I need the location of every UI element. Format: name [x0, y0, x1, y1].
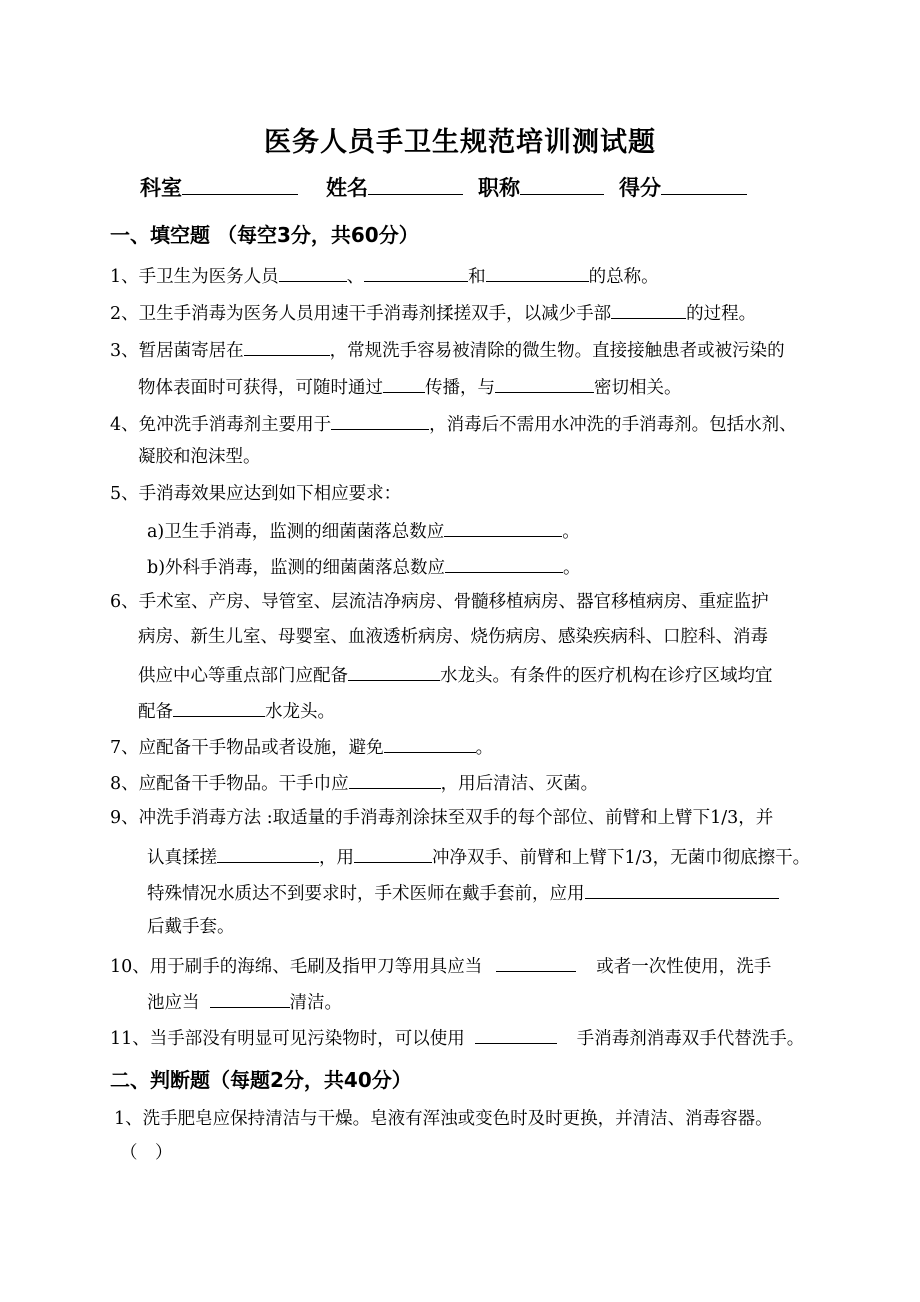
question-text: 和 — [468, 267, 486, 287]
question-1-6-line-1: 6、手术室、产房、导管室、层流洁净病房、骨髓移植病房、器官移植病房、重症监护 — [110, 592, 769, 612]
question-1-1 — [110, 262, 659, 289]
question-1-4-line-2: 凝胶和泡沫型。 — [138, 447, 261, 467]
answer-blank[interactable] — [475, 1024, 557, 1044]
name-field — [326, 172, 463, 202]
answer-blank[interactable] — [217, 843, 319, 863]
question-text: ，用 — [319, 848, 354, 868]
question-1-9-line-3 — [147, 879, 779, 906]
question-text: 的过程。 — [686, 304, 757, 324]
department-field — [140, 172, 298, 202]
question-text: 的总称。 — [588, 267, 659, 287]
question-1-2 — [110, 299, 756, 326]
answer-blank[interactable] — [348, 661, 440, 681]
question-1-9-line-4: 后戴手套。 — [147, 917, 235, 937]
question-text: 10、用于刷手的海绵、毛刷及指甲刀等用具应当 — [110, 957, 483, 977]
answer-blank[interactable] — [384, 733, 476, 753]
question-1-3-line-2 — [138, 373, 682, 400]
question-text: ，消毒后不需用水冲洗的手消毒剂。包括水剂、 — [429, 415, 797, 435]
question-1-9-line-2 — [147, 843, 810, 870]
answer-blank[interactable] — [173, 697, 265, 717]
question-text: 7、应配备干手物品或者设施，避免 — [110, 738, 384, 758]
page-title: 医务人员手卫生规范培训测试题 — [264, 127, 656, 158]
answer-blank[interactable] — [349, 769, 441, 789]
question-1-11 — [110, 1024, 804, 1051]
job-title-blank[interactable] — [520, 175, 604, 195]
answer-blank[interactable] — [486, 262, 589, 282]
name-blank[interactable] — [368, 175, 463, 195]
question-text: 特殊情况水质达不到要求时，手术医师在戴手套前，应用 — [147, 884, 585, 904]
question-text: 水龙头。 — [265, 702, 335, 722]
job-title-field — [478, 172, 604, 202]
question-text: 配备 — [138, 702, 173, 722]
score-blank[interactable] — [661, 175, 747, 195]
question-text: 清洁。 — [289, 993, 342, 1013]
question-text: 或者一次性使用，洗手 — [596, 957, 772, 977]
question-1-8 — [110, 769, 598, 796]
question-text: 8、应配备干手物品。干手巾应 — [110, 774, 349, 794]
question-text: ，常规洗手容易被清除的微生物。直接接触患者或被污染的 — [329, 341, 785, 361]
question-1-9-line-1: 9、冲洗手消毒方法 :取适量的手消毒剂涂抹至双手的每个部位、前臂和上臂下1/3，并 — [110, 808, 774, 828]
question-text: 11、当手部没有明显可见污染物时，可以使用 — [110, 1029, 465, 1049]
question-text: 认真揉搓 — [147, 848, 217, 868]
question-1-6-line-3 — [138, 661, 773, 688]
question-1-10-line-2 — [147, 988, 342, 1015]
question-text: 1、手卫生为医务人员 — [110, 267, 279, 287]
question-1-7 — [110, 733, 493, 760]
question-text: 2、卫生手消毒为医务人员用速干手消毒剂揉搓双手，以减少手部 — [110, 304, 612, 324]
answer-blank[interactable] — [331, 410, 429, 430]
answer-blank[interactable] — [496, 952, 576, 972]
question-text: 3、暂居菌寄居在 — [110, 341, 244, 361]
answer-blank[interactable] — [585, 879, 779, 899]
question-1-6-line-4 — [138, 697, 335, 724]
question-text: 。 — [563, 558, 581, 578]
question-2-1: 1、洗手肥皂应保持清洁与干燥。皂液有浑浊或变色时及时更换，并清洁、消毒容器。 — [114, 1109, 773, 1129]
name-label: 姓名 — [326, 176, 368, 200]
question-text: 、 — [346, 267, 365, 287]
answer-blank[interactable] — [364, 262, 468, 282]
question-text: 手消毒剂消毒双手代替洗手。 — [576, 1029, 805, 1049]
question-text: a)卫生手消毒，监测的细菌菌落总数应 — [147, 522, 445, 542]
question-text: ，用后清洁、灭菌。 — [440, 774, 599, 794]
score-field — [619, 172, 747, 202]
question-1-5-b — [147, 553, 581, 580]
question-text: 池应当 — [147, 993, 200, 1013]
section-2-heading: 二、判断题（每题2分，共40分） — [110, 1068, 412, 1092]
question-text: 4、免冲洗手消毒剂主要用于 — [110, 415, 332, 435]
answer-blank[interactable] — [444, 517, 562, 537]
section-1-heading: 一、填空题 （每空3分，共60分） — [110, 223, 419, 247]
answer-parentheses[interactable]: （ ） — [120, 1143, 173, 1163]
answer-blank[interactable] — [445, 553, 563, 573]
answer-blank[interactable] — [244, 336, 330, 356]
question-text: 。 — [562, 522, 580, 542]
question-text: 密切相关。 — [594, 378, 682, 398]
question-1-4-line-1 — [110, 410, 797, 437]
answer-blank[interactable] — [611, 299, 686, 319]
score-label: 得分 — [619, 176, 661, 200]
department-blank[interactable] — [182, 175, 298, 195]
question-text: 冲净双手、前臂和上臂下1/3，无菌巾彻底擦干。 — [432, 848, 811, 868]
question-text: 物体表面时可获得，可随时通过 — [138, 378, 383, 398]
question-1-5: 5、手消毒效果应达到如下相应要求： — [110, 484, 402, 504]
question-text: 水龙头。有条件的医疗机构在诊疗区域均宜 — [440, 666, 773, 686]
question-1-3-line-1 — [110, 336, 785, 363]
question-text: 。 — [475, 738, 494, 758]
question-1-6-line-2: 病房、新生儿室、母婴室、血液透析病房、烧伤病房、感染疾病科、口腔科、消毒 — [138, 627, 768, 647]
job-title-label: 职称 — [478, 176, 520, 200]
answer-blank[interactable] — [495, 373, 594, 393]
question-1-10-line-1 — [110, 952, 771, 979]
question-text: 供应中心等重点部门应配备 — [138, 666, 348, 686]
answer-blank[interactable] — [279, 262, 347, 282]
question-text: 传播，与 — [425, 378, 495, 398]
department-label: 科室 — [140, 176, 182, 200]
answer-blank[interactable] — [210, 988, 290, 1008]
answer-blank[interactable] — [354, 843, 432, 863]
question-1-5-a — [147, 517, 580, 544]
answer-blank[interactable] — [383, 373, 425, 393]
question-text: b)外科手消毒，监测的细菌菌落总数应 — [147, 558, 446, 578]
